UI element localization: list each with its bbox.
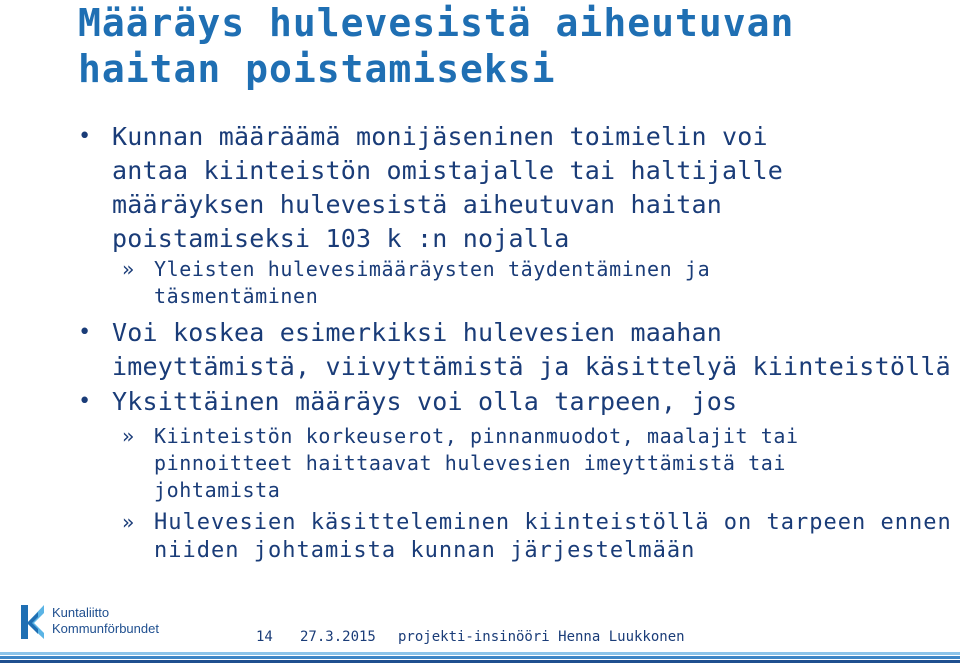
subbullet-3-text: [154, 509, 952, 565]
bullet-2-text: [112, 316, 951, 384]
footer-stripe-light: [0, 652, 960, 655]
logo-name: [52, 605, 159, 637]
bullet-1-line-4: poistamiseksi 103 k :n nojalla: [112, 224, 570, 253]
bullet-3-line-1: Yksittäinen määräys voi olla tarpeen, jos: [112, 387, 738, 416]
kuntaliitto-logo: [20, 603, 190, 641]
subbullet-2-mark: »: [122, 424, 135, 448]
slide-title: [78, 0, 938, 92]
bullet-2-line-2: imeyttämistä, viivyttämistä ja käsittelyä kiinteistöllä: [112, 352, 951, 381]
page-number: 14: [256, 629, 273, 645]
subbullet-2-text: [154, 423, 934, 504]
logo-name-line-2: Kommunförbundet: [52, 621, 159, 636]
footer-bar: [0, 652, 960, 666]
kuntaliitto-logo-icon: [20, 603, 46, 641]
subbullet-3-mark: »: [122, 510, 135, 534]
slide-title-line-1: Määräys hulevesistä aiheutuvan: [78, 1, 795, 45]
bullet-1-text: [112, 120, 912, 256]
subbullet-1-line-2: täsmentäminen: [154, 284, 319, 308]
slide-title-line-2: haitan poistamiseksi: [78, 47, 556, 91]
bullet-1-line-1: Kunnan määräämä monijäseninen toimielin voi: [112, 122, 768, 151]
logo-name-line-1: Kuntaliitto: [52, 605, 110, 620]
bullet-3-mark: •: [78, 389, 92, 414]
bullet-1-line-2: antaa kiinteistön omistajalle tai haltijalle: [112, 156, 784, 185]
bullet-2-line-1: Voi koskea esimerkiksi hulevesien maahan: [112, 318, 723, 347]
subbullet-1-mark: »: [122, 257, 135, 281]
subbullet-1-line-1: Yleisten hulevesimääräysten täydentäminen ja: [154, 257, 711, 281]
subbullet-3-line-1: Hulevesien käsitteleminen kiinteistöllä on tarpeen ennen: [154, 510, 952, 535]
subbullet-2-line-2: pinnoitteet haittaavat hulevesien imeyttämistä tai: [154, 451, 787, 475]
bullet-1-mark: •: [78, 124, 92, 149]
bullet-2-mark: •: [78, 320, 92, 345]
subbullet-2-line-1: Kiinteistön korkeuserot, pinnanmuodot, maalajit tai: [154, 424, 799, 448]
footer-author: projekti-insinööri Henna Luukkonen: [398, 629, 685, 645]
subbullet-3-line-2: niiden johtamista kunnan järjestelmään: [154, 538, 696, 563]
footer-date: 27.3.2015: [300, 629, 376, 645]
footer-stripe-dark: [0, 660, 960, 663]
subbullet-2-line-3: johtamista: [154, 478, 281, 502]
bullet-3-text: [112, 385, 912, 419]
bullet-1-line-3: määräyksen hulevesistä aiheutuvan haitan: [112, 190, 723, 219]
footer-stripe-mid: [0, 656, 960, 659]
subbullet-1-text: [154, 256, 934, 310]
